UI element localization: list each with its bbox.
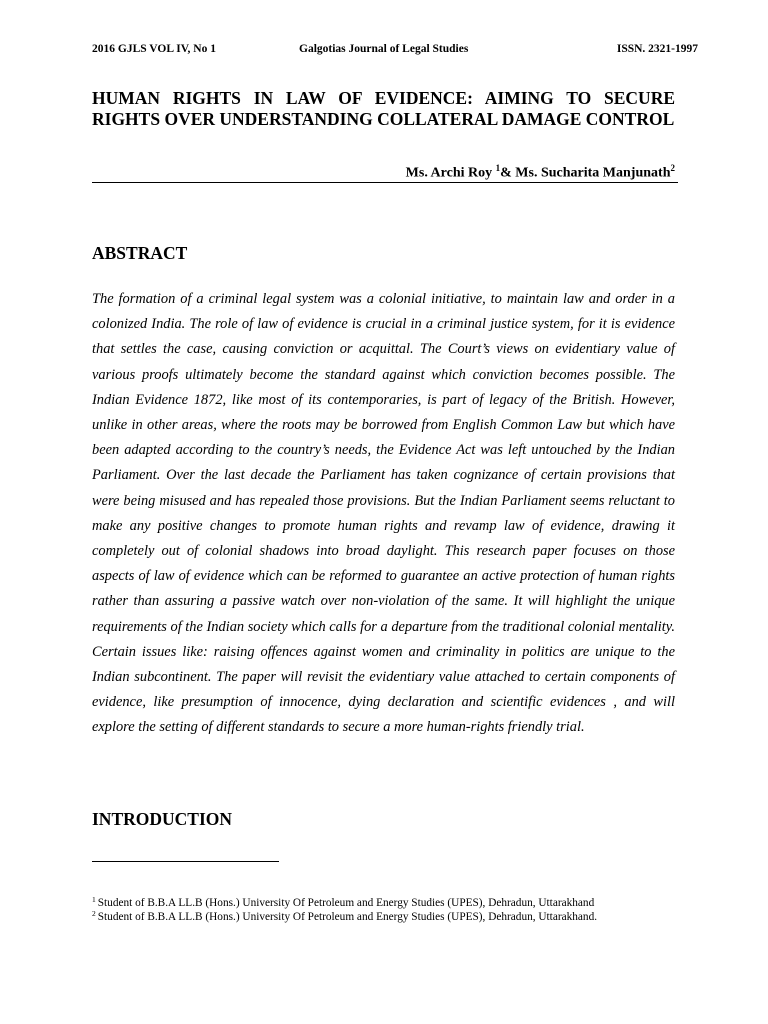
abstract-body: The formation of a criminal legal system was a colonial initiative, to maintain law and order in a colonized India. The role of law of evidence is crucial in a criminal justice system, for it is evidence that settles the case, causing conviction or acquittal. The Court’s views on evidentiary value of various proofs ultimately become the standard against which conviction becomes possible. The Indian Evidence 1872, like most of its contemporaries, is part of legacy of the British. However, unlike in other areas, where the roots may be borrowed from English Common Law but which have been adapted according to the country’s needs, the Evidence Act was left untouched by the Indian Parliament. Over the last decade the Parliament has taken cognizance of certain provisions that were being misused and has repealed those provisions. But the Indian Parliament seems reluctant to make any positive changes to promote human rights and revamp law of evidence, drawing it completely out of colonial shadows into broad daylight. This research paper focuses on those aspects of law of evidence which can be reformed to guarantee an active protection of human rights rather than assuring a passive watch over non-violation of the same. It will highlight the unique requirements of the Indian society which calls for a departure from the traditional colonial mentality. Certain issues like: raising offences against women and criminality in politics are unique to the Indian subcontinent. The paper will revisit the evidentiary value attached to certain components of evidence, like presumption of innocence, dying declaration and scientific evidences , and will explore the setting of different standards to secure a more human-rights friendly trial. [92,291,675,736]
author-1: Ms. Archi Roy [405,165,496,181]
author-2: & Ms. Sucharita Manjunath [500,165,671,181]
header-journal: Galgotias Journal of Legal Studies [299,43,469,55]
footnote-divider [92,861,279,862]
title-divider [92,182,678,183]
author-2-footnote-mark[interactable]: 2 [670,163,675,173]
footnote-1-mark: 1 [92,895,96,904]
header-issn: ISSN. 2321-1997 [616,43,698,55]
paper-title: HUMAN RIGHTS IN LAW OF EVIDENCE: AIMING TO SECURE RIGHTS OVER UNDERSTANDING COLLATERAL DAMAGE CONTROL [92,88,675,129]
footnote-2-mark: 2 [92,909,96,918]
footnote-2 [92,907,692,924]
abstract-heading: ABSTRACT [92,243,188,263]
author-1-footnote-mark[interactable]: 1 [495,163,501,173]
running-header [92,43,698,59]
footnote-2-text: Student of B.B.A LL.B (Hons.) University Of Petroleum and Energy Studies (UPES), Dehradun, Uttarakhand. [97,911,598,923]
header-volume: 2016 GJLS VOL IV, No 1 [92,43,216,55]
footnote-1-text: Student of B.B.A LL.B (Hons.) University Of Petroleum and Energy Studies (UPES), Dehradun, Uttarakhand [97,897,595,909]
author-line [92,163,675,182]
introduction-heading: INTRODUCTION [92,809,233,829]
